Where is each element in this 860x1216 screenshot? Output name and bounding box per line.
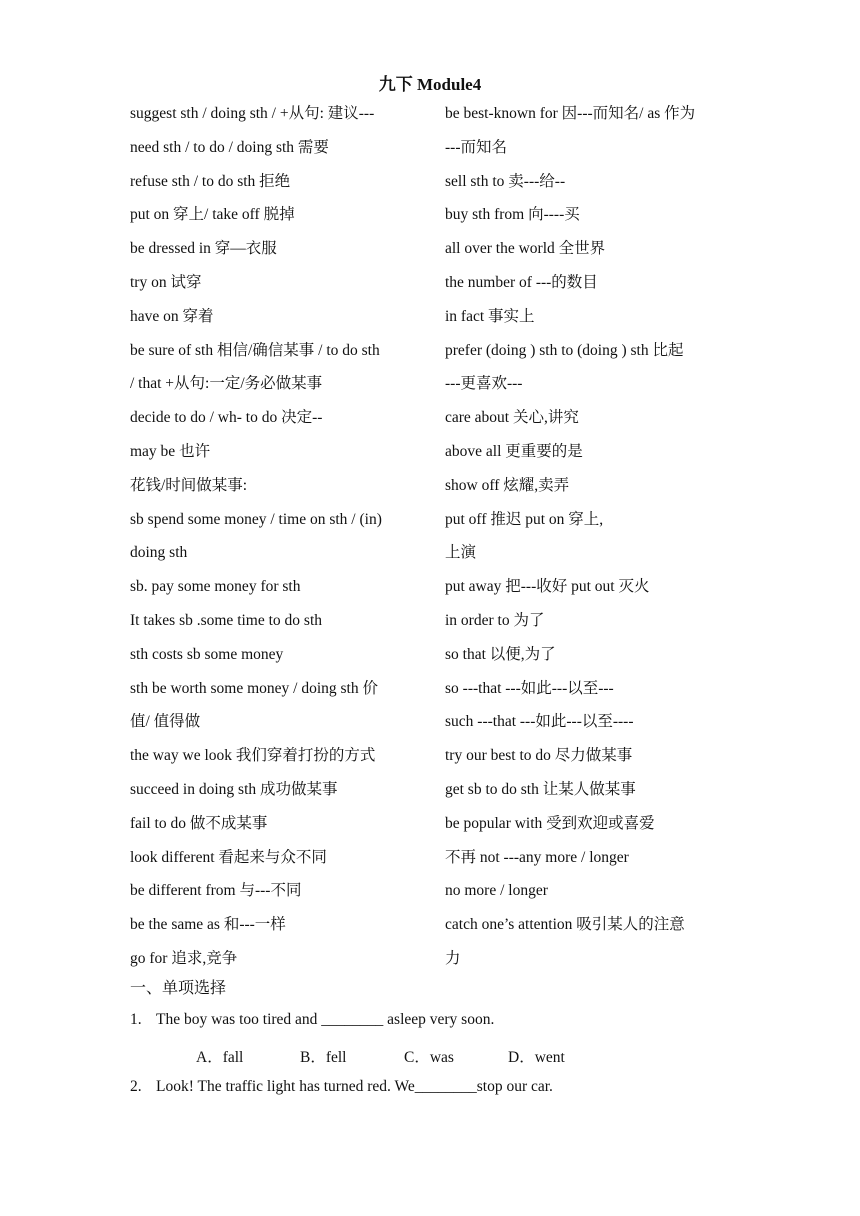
phrase-column-right: [445, 97, 745, 976]
phrase-line: no more / longer: [445, 882, 548, 900]
phrase-line: be dressed in 穿—衣服: [130, 240, 277, 258]
phrase-line: sb spend some money / time on sth / (in): [130, 510, 382, 528]
phrase-line: sth be worth some money / doing sth 价: [130, 679, 378, 697]
phrase-line: fail to do 做不成某事: [130, 814, 268, 832]
phrase-line: 花钱/时间做某事:: [130, 476, 248, 494]
phrase-line: try on 试穿: [130, 273, 202, 291]
phrase-line: 上演: [445, 544, 477, 562]
phrase-line: be the same as 和---一样: [130, 916, 286, 934]
phrase-line: It takes sb .some time to do sth: [130, 611, 323, 629]
option-d: D．went: [508, 1049, 565, 1066]
phrase-line: suggest sth / doing sth / +从句: 建议---: [130, 105, 375, 122]
phrase-column-left: [130, 97, 430, 976]
phrase-line: be best-known for 因---而知名/ as 作为: [445, 105, 696, 122]
phrase-line: succeed in doing sth 成功做某事: [130, 780, 338, 798]
phrase-line: show off 炫耀,卖弄: [445, 476, 570, 494]
option-c: C．was: [404, 1049, 454, 1066]
page-title: 九下 Module4: [378, 75, 482, 94]
phrase-line: 力: [445, 949, 461, 967]
phrase-line: above all 更重要的是: [445, 442, 583, 460]
phrase-line: decide to do / wh- to do 决定--: [130, 409, 323, 427]
phrase-line: get sb to do sth 让某人做某事: [445, 780, 636, 798]
phrase-line: be sure of sth 相信/确信某事 / to do sth: [130, 341, 380, 359]
phrase-line: be different from 与---不同: [130, 882, 302, 900]
phrase-line: sth costs sb some money: [130, 645, 284, 663]
option-b: B．fell: [300, 1049, 347, 1066]
phrase-line: care about 关心,讲究: [445, 409, 579, 427]
phrase-line: 不再 not ---any more / longer: [445, 848, 629, 866]
phrase-line: sell sth to 卖---给--: [445, 172, 566, 190]
phrase-line: be popular with 受到欢迎或喜爱: [445, 814, 655, 832]
phrase-line: ---而知名: [445, 138, 507, 156]
phrase-line: refuse sth / to do sth 拒绝: [130, 172, 291, 190]
phrase-line: the way we look 我们穿着打扮的方式: [130, 747, 376, 765]
phrase-line: the number of ---的数目: [445, 273, 598, 291]
question-1: [130, 1011, 494, 1029]
phrase-line: so that 以便,为了: [445, 645, 556, 663]
phrase-line: look different 看起来与众不同: [130, 848, 327, 866]
question-text: Look! The traffic light has turned red. We________stop our car.: [156, 1078, 553, 1095]
question-2: [130, 1078, 553, 1096]
phrase-line: put on 穿上/ take off 脱掉: [130, 206, 295, 224]
phrase-line: doing sth: [130, 544, 188, 562]
phrase-line: catch one’s attention 吸引某人的注意: [445, 916, 685, 934]
question-number: 1.: [130, 1011, 142, 1028]
question-number: 2.: [130, 1078, 142, 1095]
phrase-line: need sth / to do / doing sth 需要: [130, 138, 329, 156]
phrase-line: go for 追求,竞争: [130, 949, 238, 967]
question-1-options: [196, 1045, 612, 1067]
phrase-line: prefer (doing ) sth to (doing ) sth 比起: [445, 341, 684, 359]
phrase-line: have on 穿着: [130, 307, 214, 325]
phrase-line: in fact 事实上: [445, 307, 535, 325]
exercise-heading: 一、单项选择: [130, 980, 227, 997]
phrase-line: may be 也许: [130, 442, 211, 460]
phrase-line: sb. pay some money for sth: [130, 578, 301, 596]
phrase-line: put away 把---收好 put out 灭火: [445, 578, 650, 596]
phrase-line: all over the world 全世界: [445, 240, 606, 258]
phrase-line: in order to 为了: [445, 611, 545, 629]
phrase-line: put off 推迟 put on 穿上,: [445, 510, 604, 528]
phrase-line: 值/ 值得做: [130, 713, 201, 731]
phrase-line: such ---that ---如此---以至----: [445, 713, 634, 731]
question-text: The boy was too tired and ________ asleep very soon.: [156, 1011, 495, 1028]
phrase-line: / that +从句:一定/务必做某事: [130, 375, 323, 393]
phrase-line: so ---that ---如此---以至---: [445, 679, 614, 697]
option-a: A．fall: [196, 1049, 244, 1066]
phrase-line: buy sth from 向----买: [445, 206, 580, 224]
phrase-line: ---更喜欢---: [445, 375, 523, 393]
phrase-line: try our best to do 尽力做某事: [445, 747, 633, 765]
